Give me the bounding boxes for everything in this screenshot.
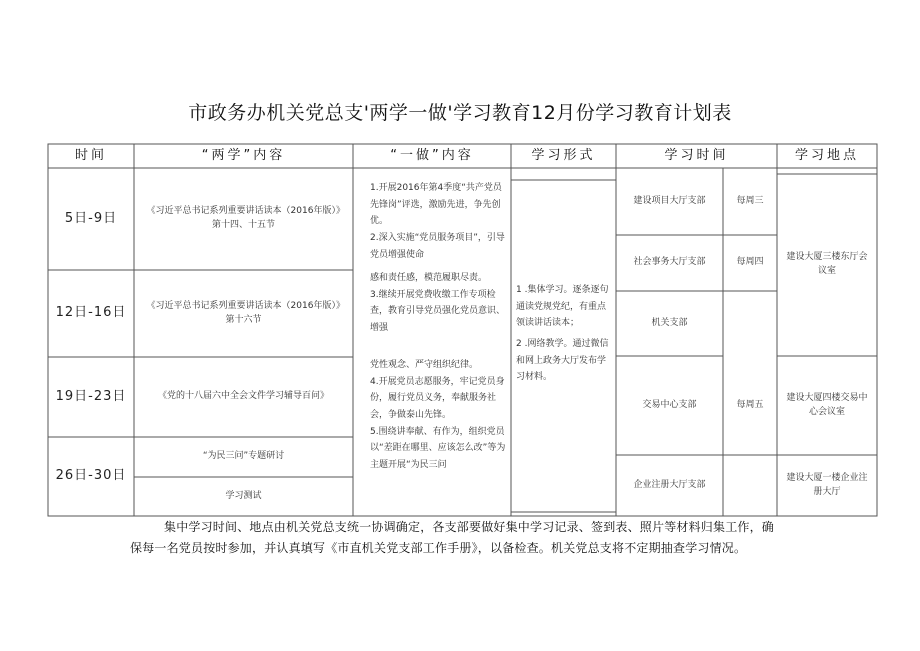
header-form: 学习形式 xyxy=(531,147,596,163)
study-place: 建设大厦四楼交易中心会议室 xyxy=(786,392,868,417)
liangxue-content: 《习近平总书记系列重要讲话读本（2016年版）》第十六节 xyxy=(146,300,341,325)
yizuo-content xyxy=(370,357,508,473)
liangxue-content: “为民三问”专题研讨 xyxy=(202,451,285,462)
header-liangxue: “两学”内容 xyxy=(201,147,286,163)
note-line-2: 保每一名党员按时参加，并认真填写《市直机关党支部工作手册》，以备检查。机关党总支将不定期抽查学习情况。 xyxy=(130,541,747,555)
branch-name: 交易中心支部 xyxy=(642,399,697,410)
liangxue-content: 《习近平总书记系列重要讲话读本（2016年版）》第十四、十五节 xyxy=(146,206,341,230)
yizuo-content xyxy=(370,270,508,337)
yizuo-item: 感和责任感，模范履职尽责。 xyxy=(370,273,488,283)
header-yizuo: “一做”内容 xyxy=(390,147,474,163)
yizuo-content xyxy=(370,180,508,263)
note-line-1: 集中学习时间、地点由机关党总支统一协调确定，各支部要做好集中学习记录、签到表、照片等材料归集工作，确 xyxy=(164,520,775,534)
liangxue-content: 《党的十八届六中全会文件学习辅导百问》 xyxy=(157,391,329,402)
date-cell: 26日-30日 xyxy=(55,468,127,484)
form-item: 2 .网络教学。通过微信和网上政务大厅发布学习材料。 xyxy=(516,338,609,383)
study-place: 建设大厦一楼企业注册大厅 xyxy=(786,472,868,497)
branch-name: 建设项目大厅支部 xyxy=(633,195,706,206)
liangxue-content: 学习测试 xyxy=(225,490,262,501)
form-item: 1 .集体学习。逐条逐句通读党规党纪，有重点领读讲话读本； xyxy=(516,285,609,329)
yizuo-item: 党性观念、严守组织纪律。 xyxy=(370,360,479,370)
yizuo-item: 3.继续开展党费收缴工作专项检查，教育引导党员强化党员意识、增强 xyxy=(370,289,506,333)
date-cell: 12日-16日 xyxy=(55,305,127,321)
study-day: 每周五 xyxy=(736,399,764,410)
yizuo-item: 1.开展2016年第4季度“共产党员先锋岗”评选，激励先进，争先创优。 xyxy=(370,183,502,227)
study-place: 建设大厦三楼东厅会议室 xyxy=(786,252,868,276)
study-day: 每周四 xyxy=(736,257,764,268)
header-time: 时间 xyxy=(74,147,107,163)
yizuo-item: 2.深入实施“党员服务项目”，引导党员增强使命 xyxy=(370,232,505,260)
date-cell: 5日-9日 xyxy=(64,210,118,226)
branch-name: 机关支部 xyxy=(651,317,688,328)
yizuo-item: 5.围绕讲奉献、有作为，组织党员以“差距在哪里、应该怎么改”等为主题开展“为民三问 xyxy=(370,426,506,470)
page-title: 市政务办机关党总支'两学一做'学习教育12月份学习教育计划表 xyxy=(188,102,732,124)
study-day: 每周三 xyxy=(736,195,764,206)
yizuo-item: 4.开展党员志愿服务，牢记党员身份，履行党员义务，奉献服务社会，争做泰山先锋。 xyxy=(370,376,505,420)
branch-name: 企业注册大厅支部 xyxy=(633,479,706,490)
date-cell: 19日-23日 xyxy=(55,388,127,404)
header-study-time: 学习时间 xyxy=(664,147,729,163)
form-content xyxy=(516,282,612,386)
header-place: 学习地点 xyxy=(794,147,859,163)
branch-name: 社会事务大厅支部 xyxy=(633,257,706,268)
